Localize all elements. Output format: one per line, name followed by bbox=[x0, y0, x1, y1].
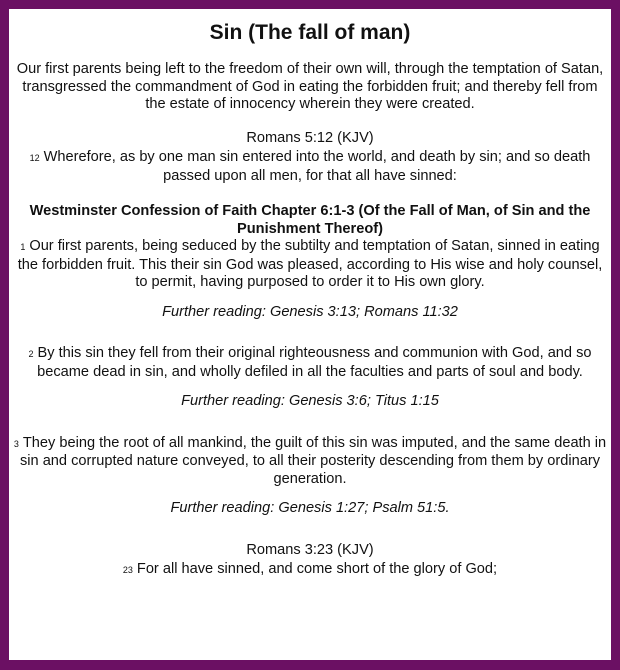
intro-paragraph: Our first parents being left to the freedom of their own will, through the temptation of Satan, transgressed the commandment of God in eating the forbidden fruit; and thereby fell from the estate of innocency wherein they were created. bbox=[16, 61, 604, 112]
further-reading-2: Further reading: Genesis 3:6; Titus 1:15 bbox=[181, 393, 439, 409]
page-title: Sin (The fall of man) bbox=[209, 21, 411, 44]
confession-section-3 bbox=[11, 435, 609, 489]
scripture-text-romans-3-23 bbox=[11, 561, 609, 580]
verse-number: 23 bbox=[122, 565, 133, 575]
section-text: Our first parents, being seduced by the subtilty and temptation of Satan, sinned in eating the forbidden fruit. This their sin God was pleased, according to His wise and holy counsel, to permit, having purposed to order it to His own glory. bbox=[17, 238, 603, 290]
scripture-reference-romans-5-12: Romans 5:12 (KJV) bbox=[246, 129, 374, 146]
verse-text: Wherefore, as by one man sin entered into the world, and death by sin; and so death passed upon all men, for that all have sinned: bbox=[43, 149, 591, 184]
confession-section-1 bbox=[11, 238, 609, 292]
verse-number: 12 bbox=[29, 153, 40, 163]
further-reading-1: Further reading: Genesis 3:13; Romans 11:32 bbox=[162, 303, 458, 320]
confession-heading: Westminster Confession of Faith Chapter 6:1-3 (Of the Fall of Man, of Sin and the Punishment Thereof) bbox=[29, 203, 591, 237]
section-number: 1 bbox=[20, 242, 26, 252]
verse-text: For all have sinned, and come short of the glory of God; bbox=[136, 561, 498, 577]
further-reading-3: Further reading: Genesis 1:27; Psalm 51:5. bbox=[170, 500, 450, 516]
section-text: By this sin they fell from their original righteousness and communion with God, and so became dead in sin, and wholly defiled in all the faculties and parts of soul and body. bbox=[37, 345, 592, 380]
section-text: They being the root of all mankind, the guilt of this sin was imputed, and the same death in sin and corrupted nature conveyed, to all their posterity descending from them by ordinary generation. bbox=[19, 434, 607, 487]
section-number: 3 bbox=[13, 438, 19, 449]
document-page bbox=[9, 9, 611, 660]
section-number: 2 bbox=[28, 349, 34, 359]
scripture-reference-romans-3-23: Romans 3:23 (KJV) bbox=[246, 541, 374, 558]
confession-section-2 bbox=[11, 345, 609, 381]
scripture-text-romans-5-12 bbox=[11, 149, 609, 185]
